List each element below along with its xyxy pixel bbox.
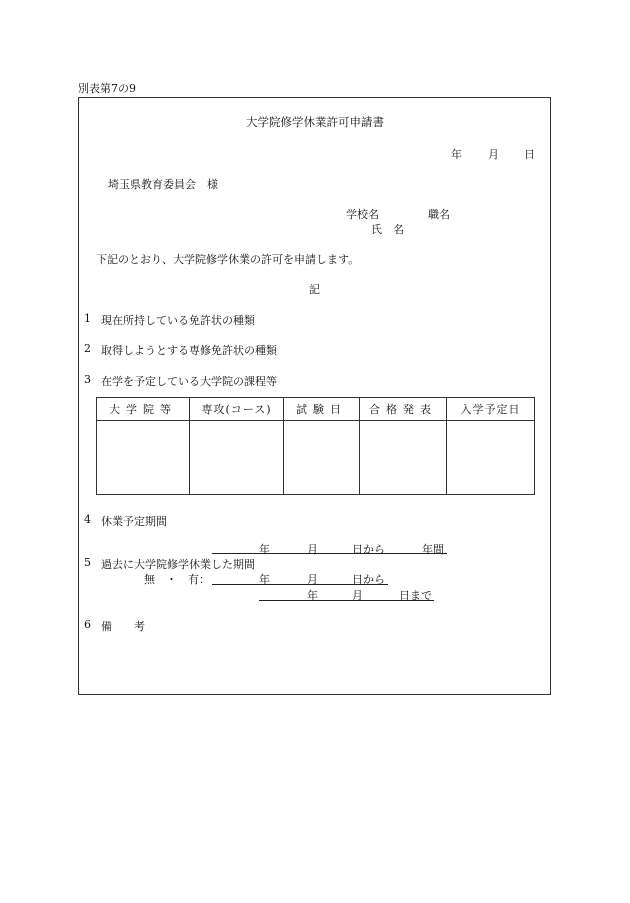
item-4-number: 4 (84, 513, 91, 526)
item-6-number: 6 (84, 618, 91, 631)
period-month-label: 月 (307, 543, 318, 556)
item-1-number: 1 (84, 312, 91, 325)
course-table-header-row (97, 398, 535, 421)
addressee: 埼玉県教育委員会 様 (108, 178, 218, 191)
statement: 下記のとおり、大学院修学休業の許可を申請します。 (96, 253, 360, 266)
cell-graduate-school[interactable] (97, 421, 190, 495)
past-until-label: 日まで (399, 589, 432, 602)
course-table (96, 397, 535, 495)
header-exam-date: 試験日 (284, 398, 360, 421)
date-month-label: 月 (488, 148, 499, 161)
item-2-number: 2 (84, 342, 91, 355)
item-5-label: 過去に大学院修学休業した期間 (101, 558, 255, 571)
header-result-date: 合格発表 (360, 398, 447, 421)
item-5-number: 5 (84, 556, 91, 569)
school-name-label: 学校名 (346, 208, 379, 221)
item-6-label: 備 考 (101, 620, 145, 633)
applicant-name-label: 氏 名 (371, 223, 404, 236)
past-from-month-label: 月 (307, 573, 318, 586)
header-enrollment-date: 入学予定日 (447, 398, 535, 421)
past-until-year-label: 年 (307, 589, 318, 602)
form-title: 大学院修学休業許可申請書 (246, 115, 384, 129)
ki-label: 記 (309, 283, 320, 296)
past-until-month-label: 月 (352, 589, 363, 602)
period-year-label: 年 (259, 543, 270, 556)
period-from-label: 日から (352, 543, 385, 556)
item-4-label: 休業予定期間 (101, 515, 167, 528)
cell-enrollment-date[interactable] (447, 421, 535, 495)
item-1-label: 現在所持している免許状の種類 (101, 314, 255, 327)
past-from-year-label: 年 (259, 573, 270, 586)
course-table-entry-row (97, 421, 535, 495)
position-label: 職名 (428, 208, 450, 221)
item-3-label: 在学を予定している大学院の課程等 (101, 375, 277, 388)
period-underline (212, 553, 447, 554)
cell-exam-date[interactable] (284, 421, 360, 495)
cell-major[interactable] (190, 421, 284, 495)
past-choice[interactable]: 無 ・ 有： (144, 573, 210, 586)
cell-result-date[interactable] (360, 421, 447, 495)
header-major: 専攻(コース) (190, 398, 284, 421)
item-2-label: 取得しようとする専修免許状の種類 (101, 344, 277, 357)
period-span-label: 年間 (422, 543, 444, 556)
date-day-label: 日 (524, 148, 535, 161)
header-graduate-school: 大学院等 (97, 398, 190, 421)
item-3-number: 3 (84, 373, 91, 386)
date-year-label: 年 (451, 148, 462, 161)
form-reference: 別表第7の9 (78, 82, 136, 95)
past-from-label: 日から (352, 573, 385, 586)
